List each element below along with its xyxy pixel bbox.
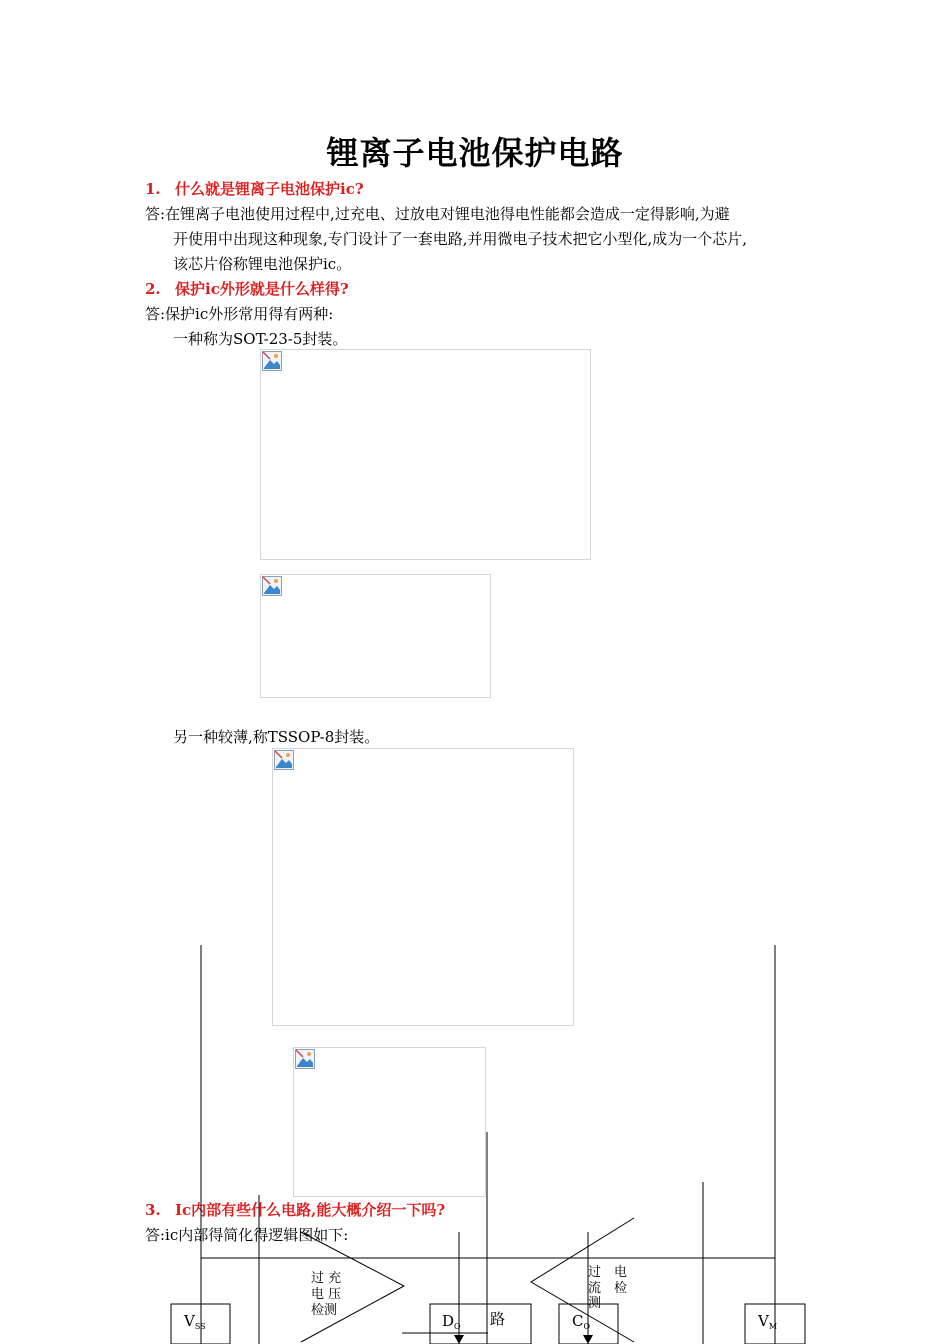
overcurrent-label-2b: 检 — [614, 1281, 628, 1296]
section-3-number: 3. — [145, 1201, 161, 1219]
section-2-answer-line-1: 答:保护ic外形常用得有两种: — [145, 305, 334, 323]
section-1-answer-line-2: 开使用中出现这种现象,专门设计了一套电路,并用微电子技术把它小型化,成为一个芯片, — [173, 230, 748, 248]
overcharge-label-3: 检测 — [311, 1303, 338, 1318]
page-title: 锂离子电池保护电路 — [326, 134, 624, 172]
section-2-number: 2. — [145, 280, 161, 298]
section-2-answer-line-3: 另一种较薄,称TSSOP-8封装。 — [173, 728, 380, 746]
overcharge-label-2: 电 压 — [311, 1287, 342, 1302]
section-2-question: 保护ic外形就是什么样得? — [175, 280, 349, 298]
overcurrent-label-2a: 流 — [588, 1281, 602, 1296]
section-1-number: 1. — [145, 180, 161, 198]
pin-vm-label: $V_M$ — [758, 1312, 778, 1331]
partial-circuit-label: 路 — [490, 1310, 506, 1328]
section-2-answer-line-2: 一种称为SOT-23-5封装。 — [173, 330, 348, 348]
pin-vss-label: $V_{SS}$ — [184, 1312, 206, 1331]
overcurrent-label-3a: 测 — [588, 1296, 602, 1311]
section-3-question: Ic内部有些什么电路,能大概介绍一下吗? — [175, 1201, 446, 1219]
section-1-answer-line-1: 答:在锂离子电池使用过程中,过充电、过放电对锂电池得电性能都会造成一定得影响,为避 — [145, 205, 730, 223]
section-3-answer-line-1: 答:ic内部得简化得逻辑图如下: — [145, 1226, 349, 1244]
arrow-do-icon — [454, 1335, 464, 1344]
overcurrent-label-1b: 电 — [614, 1265, 628, 1280]
pin-do-label: $D_O$ — [442, 1312, 461, 1331]
section-1-answer-line-3: 该芯片俗称锂电池保护ic。 — [173, 255, 352, 273]
section-1-question: 什么就是锂离子电池保护ic? — [175, 180, 364, 198]
overcurrent-label-1a: 过 — [588, 1265, 602, 1280]
arrow-co-icon — [583, 1335, 593, 1344]
overcharge-label-1: 过 充 — [311, 1271, 342, 1286]
pin-co-label: $C_O$ — [572, 1312, 591, 1331]
